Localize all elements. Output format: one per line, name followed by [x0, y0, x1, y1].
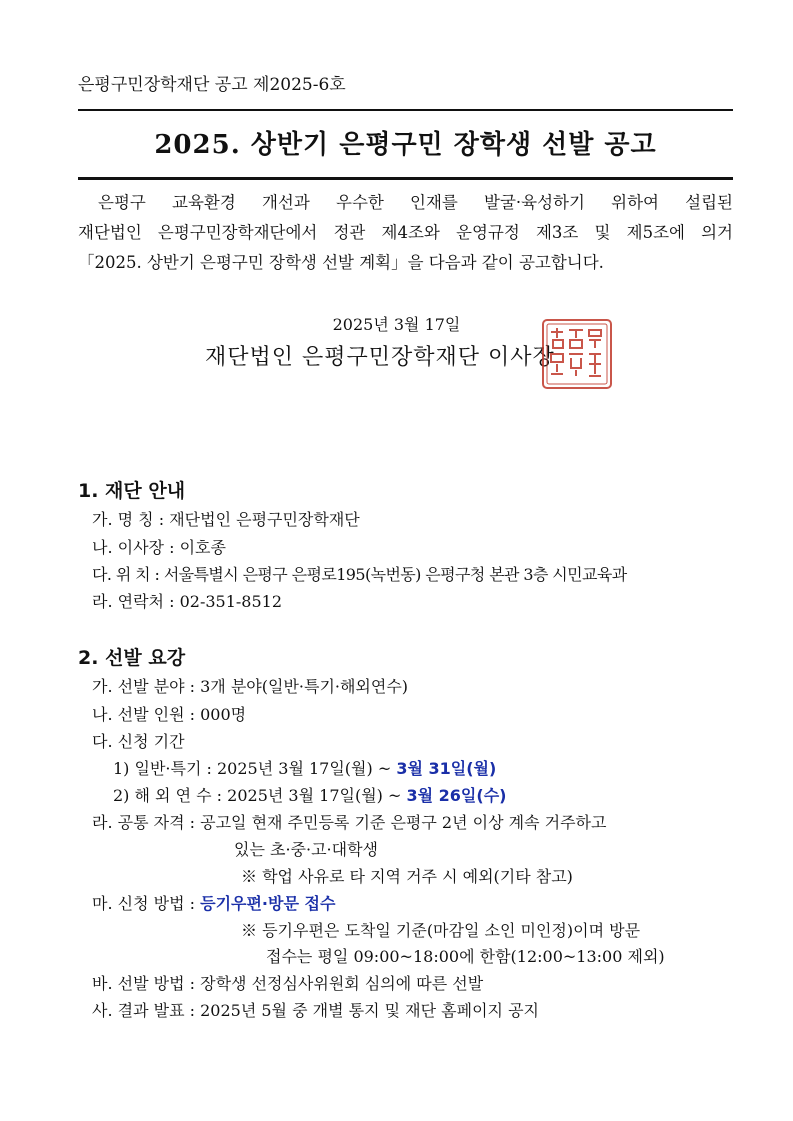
- result-announcement-value: 2025년 5월 중 개별 통지 및 재단 홈페이지 공지: [200, 1001, 539, 1020]
- intro-line-3: 「2025. 상반기 은평구민 장학생 선발 계획」을 다음과 같이 공고합니다.: [78, 253, 604, 272]
- selection-method: [92, 971, 483, 994]
- method-note-1: ※ 등기우편은 도착일 기준(마감일 소인 미인정)이며 방문: [241, 921, 641, 940]
- section-foundation-title: 1. 재단 안내: [78, 480, 186, 502]
- intro-line-2: 재단법인 은평구민장학재단에서 정관 제4조와 운영규정 제3조 및 제5조에 의거: [78, 223, 733, 242]
- eligibility: [92, 810, 606, 833]
- issuer-name: 재단법인 은평구민장학재단 이사장: [205, 345, 555, 370]
- foundation-name-value: 재단법인 은평구민장학재단: [169, 510, 360, 529]
- period-general-label: 1) 일반·특기 :: [113, 759, 212, 778]
- period-overseas: [113, 783, 506, 806]
- period-overseas-deadline: 3월 26일(수): [406, 786, 507, 805]
- title-divider: [78, 177, 733, 180]
- page-title: 2025. 상반기 은평구민 장학생 선발 공고: [154, 130, 657, 160]
- eligibility-line-1: 공고일 현재 주민등록 기준 은평구 2년 이상 계속 거주하고: [200, 813, 607, 832]
- official-seal-icon: [541, 318, 613, 390]
- period-general-value: 2025년 3월 17일(월) ~: [217, 759, 392, 778]
- result-announcement-label: 사. 결과 발표 :: [92, 1001, 196, 1020]
- selection-count-label: 나. 선발 인원 :: [92, 705, 196, 724]
- period-general: [113, 756, 496, 779]
- eligibility-label: 라. 공통 자격 :: [92, 813, 196, 832]
- foundation-chair-label: 나. 이사장 :: [92, 538, 175, 557]
- result-announcement: [92, 998, 539, 1021]
- foundation-chair-value: 이호종: [179, 538, 226, 557]
- period-general-deadline: 3월 31일(월): [396, 759, 497, 778]
- selection-method-label: 바. 선발 방법 :: [92, 974, 196, 993]
- selection-count: [92, 702, 246, 725]
- selection-fields-value: 3개 분야(일반·특기·해외연수): [200, 677, 409, 696]
- foundation-name: [92, 507, 360, 530]
- foundation-location-label: 다. 위 치 :: [92, 565, 160, 584]
- notice-date: 2025년 3월 17일: [332, 315, 461, 334]
- notice-number: 은평구민장학재단 공고 제2025-6호: [78, 75, 346, 95]
- foundation-chair: [92, 535, 226, 558]
- selection-fields-label: 가. 선발 분야 :: [92, 677, 196, 696]
- selection-method-value: 장학생 선정심사위원회 심의에 따른 선발: [200, 974, 484, 993]
- foundation-location-value: 서울특별시 은평구 은평로195(녹번동) 은평구청 본관 3층 시민교육과: [163, 565, 627, 584]
- selection-fields: [92, 674, 408, 697]
- application-method-value: 등기우편·방문 접수: [200, 894, 336, 913]
- period-overseas-label: 2) 해 외 연 수 :: [113, 786, 223, 805]
- section-selection-title: 2. 선발 요강: [78, 647, 186, 669]
- application-method: [92, 891, 335, 914]
- application-period-label: 다. 신청 기간: [92, 732, 185, 751]
- period-overseas-value: 2025년 3월 17일(월) ~: [227, 786, 402, 805]
- foundation-name-label: 가. 명 칭 :: [92, 510, 165, 529]
- foundation-contact: [92, 589, 282, 612]
- foundation-location: [92, 562, 627, 585]
- intro-line-1: 은평구 교육환경 개선과 우수한 인재를 발굴·육성하기 위하여 설립된: [98, 193, 733, 212]
- application-method-label: 마. 신청 방법 :: [92, 894, 196, 913]
- foundation-contact-value: 02-351-8512: [179, 592, 283, 611]
- eligibility-line-2: 있는 초·중·고·대학생: [234, 840, 378, 859]
- eligibility-note: ※ 학업 사유로 타 지역 거주 시 예외(기타 참고): [241, 867, 573, 886]
- foundation-contact-label: 라. 연락처 :: [92, 592, 175, 611]
- selection-count-value: 000명: [200, 705, 247, 724]
- method-note-2: 접수는 평일 09:00~18:00에 한함(12:00~13:00 제외): [266, 947, 665, 966]
- intro-paragraph: [78, 188, 733, 278]
- top-divider: [78, 109, 733, 111]
